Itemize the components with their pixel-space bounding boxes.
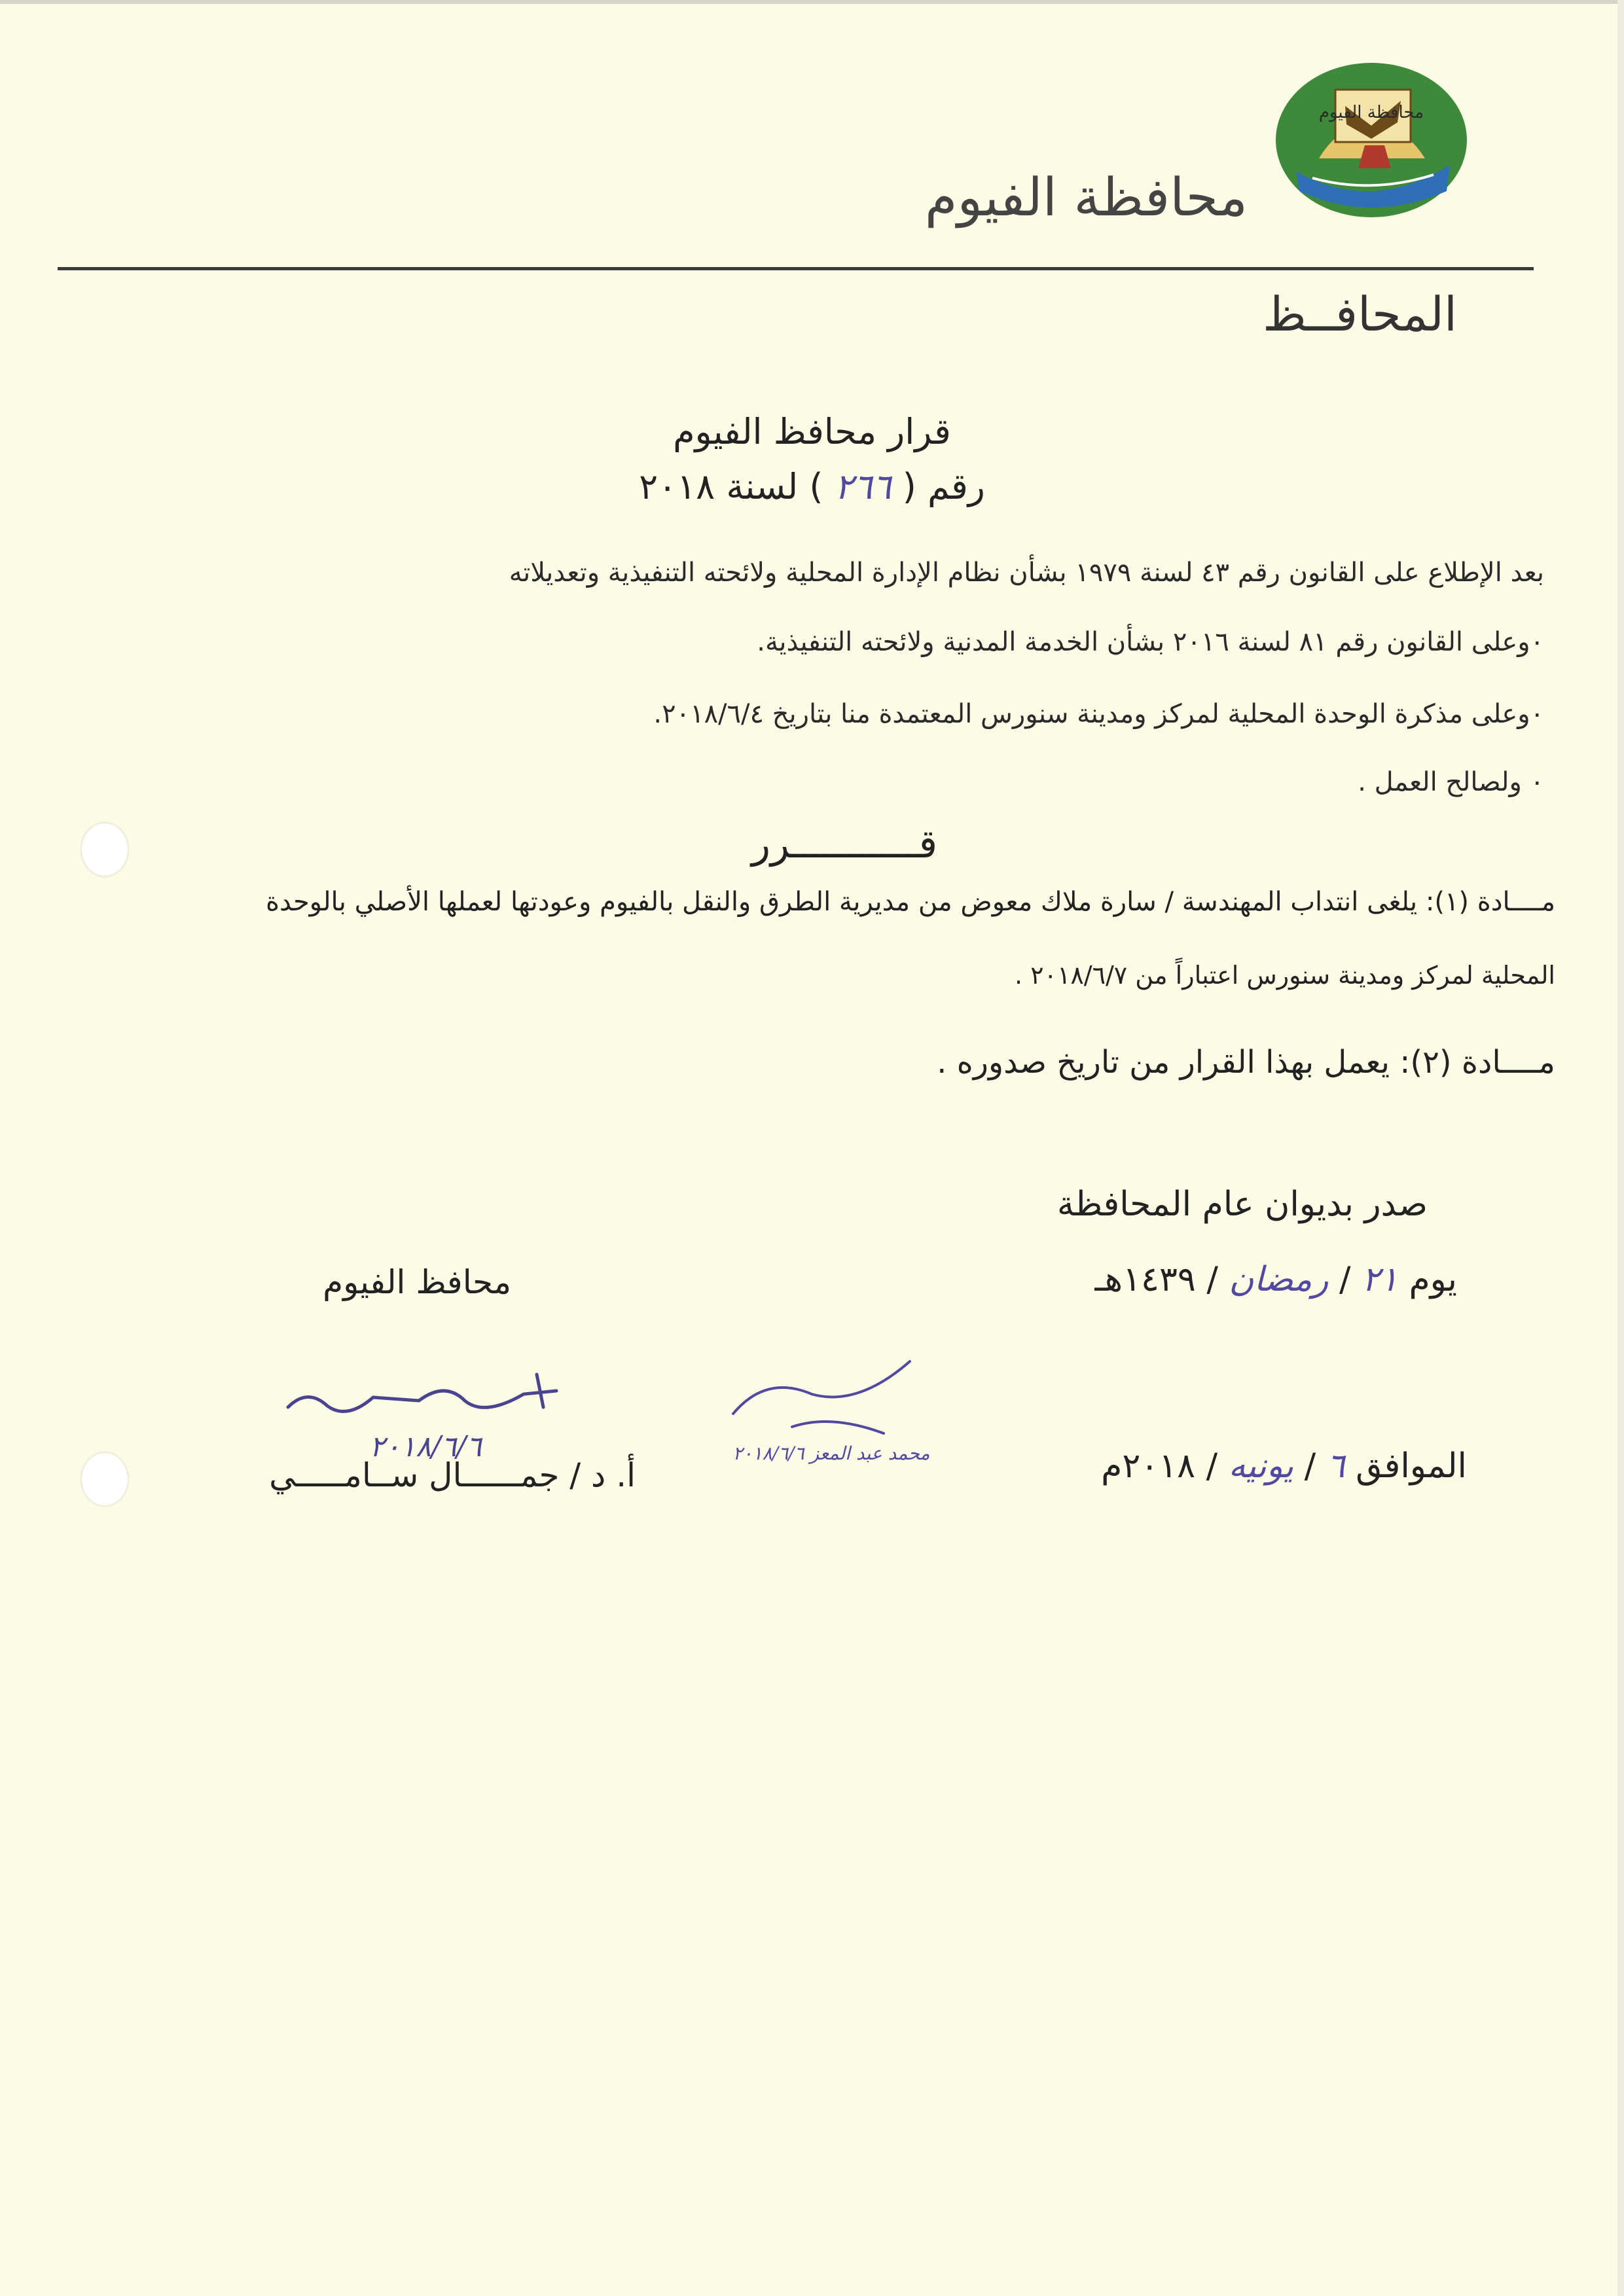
office-title: المحافــظ xyxy=(1263,287,1457,342)
scan-edge-top xyxy=(0,0,1624,4)
greg-month: يونيه xyxy=(1228,1446,1294,1486)
governorate-logo xyxy=(1273,60,1473,221)
preamble-line: ٠وعلى مذكرة الوحدة المحلية لمركز ومدينة سنورس المعتمدة منا بتاريخ ٢٠١٨/٦/٤. xyxy=(653,699,1544,729)
greg-day: ٦ xyxy=(1326,1446,1345,1486)
punch-hole xyxy=(82,1453,128,1505)
decision-number xyxy=(0,466,1624,507)
greg-prefix: الموافق xyxy=(1356,1446,1467,1486)
punch-hole xyxy=(82,823,128,876)
decision-number-suffix: ) لسنة ٢٠١٨ xyxy=(639,466,823,507)
reviewer-initials xyxy=(713,1335,949,1473)
preamble-line: ٠ ولصالح العمل . xyxy=(1358,767,1544,797)
logo-lettering: محافظة الفيوم xyxy=(1318,103,1424,122)
signatory-name: أ. د / جمــــــال ســامـــــي xyxy=(269,1456,636,1494)
hijri-year: / ١٤٣٩هـ xyxy=(1094,1260,1218,1299)
header-divider xyxy=(58,267,1534,270)
greg-year: / ٢٠١٨م xyxy=(1101,1446,1218,1486)
article-1-line-2: المحلية لمركز ومدينة سنورس اعتباراً من ٢٠١٨/٦/٧ . xyxy=(1014,961,1555,990)
gregorian-date: الموافق ٦ / يونيه / ٢٠١٨م xyxy=(1101,1446,1467,1486)
decision-title: قرار محافظ الفيوم xyxy=(673,411,951,452)
issued-at: صدر بديوان عام المحافظة xyxy=(1056,1185,1428,1224)
governor-signature xyxy=(249,1335,602,1466)
decision-number-prefix: رقم ( xyxy=(902,466,985,507)
signatory-title: محافظ الفيوم xyxy=(323,1263,511,1301)
governorate-name: محافظة الفيوم xyxy=(924,167,1248,228)
initials-text: محمد عبد المعز ٢٠١٨/٦/٦ xyxy=(732,1443,930,1464)
preamble-line: ٠وعلى القانون رقم ٨١ لسنة ٢٠١٦ بشأن الخدمة المدنية ولائحته التنفيذية. xyxy=(757,627,1544,657)
preamble-line: بعد الإطلاع على القانون رقم ٤٣ لسنة ١٩٧٩ بشأن نظام الإدارة المحلية ولائحته التنفيذية وتعديلاته xyxy=(509,558,1544,588)
article-2: مــــادة (٢): يعمل بهذا القرار من تاريخ صدوره . xyxy=(937,1044,1555,1081)
decree-heading: قـــــــــــرر xyxy=(751,821,938,867)
hijri-prefix: يوم xyxy=(1409,1260,1457,1299)
scan-edge-right xyxy=(1617,0,1624,2296)
signature-date: ٢٠١٨/٦/٦ xyxy=(369,1430,482,1463)
hijri-month: رمضان xyxy=(1229,1260,1329,1299)
decision-number-handwritten: ٢٦٦ xyxy=(834,466,892,507)
article-1-line-1: مــــادة (١): يلغى انتداب المهندسة / سارة ملاك معوض من مديرية الطرق والنقل بالفيوم وعودتها لعملها الأصلي بالوحدة xyxy=(266,887,1555,917)
hijri-day: ٢١ xyxy=(1362,1260,1398,1299)
hijri-date: يوم ٢١ / رمضان / ١٤٣٩هـ xyxy=(1094,1260,1457,1299)
